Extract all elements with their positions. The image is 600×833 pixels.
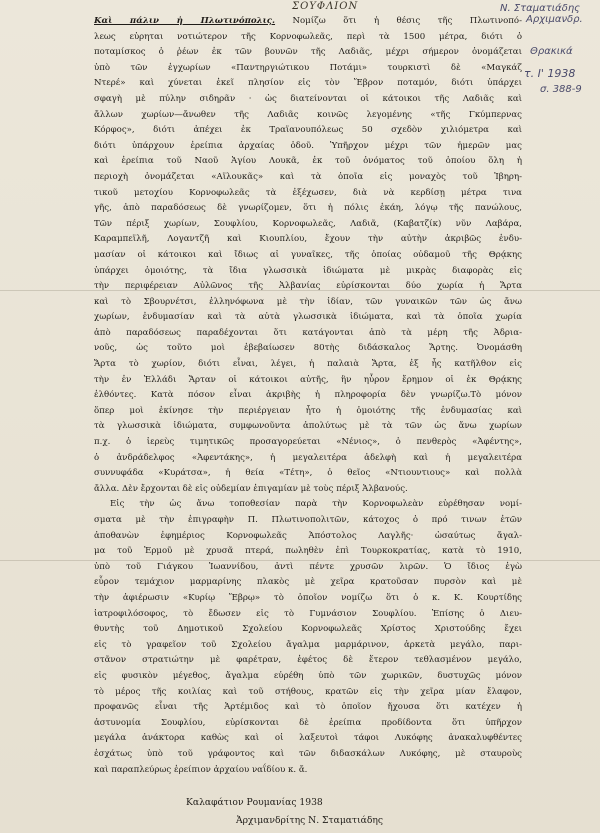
line-text: τὸ μέρος τῆς κοιλίας καὶ τοῦ στήθους, κρατῶν εἰς τὴν χεῖρα μίαν ἔλαφον,: [94, 686, 522, 697]
text-line: [94, 310, 522, 326]
text-line: [94, 607, 522, 623]
line-text: π.χ. ὁ ἱερεὺς τιμητικῶς προσαγορεύεται «Νένιος», ὁ πενθερὸς «Ἀφέντης»,: [94, 437, 522, 448]
text-line: [94, 622, 522, 638]
text-line: [94, 92, 522, 108]
line-text: εὗρον τεμάχιον μαρμαρίνης πλακὸς μὲ χεῖρα κρατοῦσαν πυρσὸν καὶ μὲ: [94, 577, 522, 588]
line-text: Τῶν πέριξ χωρίων, Σουφλίου, Κορνοφωλεᾶς, Λαδιᾶ, (Καβατζίκ) νῦν Λαβάρα,: [94, 218, 522, 229]
text-line: [94, 544, 522, 560]
line-text: ἀστυνομία Σουφλίου, εὑρίσκονται δὲ ἐρείπια προδίδοντα ὅτι ὑπῆρχον: [94, 717, 522, 728]
line-text: Ἄρτα τὸ χωρίον, διότι εἶναι, λέγει, ἡ παλαιὰ Ἄρτα, ἐξ ἧς κατῆλθον εἰς: [94, 359, 522, 370]
text-line: [94, 731, 522, 747]
line-text: ὑπάρχει ὁμοιότης, τὰ ἴδια γλωσσικὰ ἰδιώματα μὲ μικρὰς διαφορὰς εἰς: [94, 265, 522, 276]
text-line: [94, 232, 522, 248]
author-signature: Ἀρχιμανδρίτης Ν. Σταματιάδης: [236, 815, 384, 826]
line-text: θυντὴς τοῦ Δημοτικοῦ Σχολείου Κορνοφωλεᾶς Χρίστος Χριστούδης ἔχει: [94, 624, 522, 635]
line-text: καὶ τὸ Σβουρνέτσι, ἑλληνόφωνα μὲ τὴν ἰδίαν, τῶν γυναικῶν τῶν ὡς ἄνω: [94, 296, 522, 307]
text-line: [94, 186, 522, 202]
text-line: [94, 419, 522, 435]
handwritten-note: Αρχιμανδρ.: [526, 14, 583, 25]
text-line: [94, 326, 522, 342]
line-text: ποταμίσκος ὁ ῥέων ἐκ τῶν βουνῶν τῆς Λαδιᾶς, μέχρι σήμερον ὀνομάζεται: [94, 47, 522, 58]
text-line: [94, 529, 522, 545]
text-line: [94, 747, 522, 763]
line-text: ἄλλων χωρίων—ἄνωθεν τῆς Λαδιᾶς κοινῶς λεγομένης «τῆς Γκύμπερνας: [94, 109, 522, 120]
line-text: τικοῦ μετοχίου Κορνοφωλεᾶς τὰ ἐξέχωσεν, διὰ νὰ κερδίσῃ μέτρα τινα: [94, 187, 522, 198]
text-line: [94, 685, 522, 701]
line-text: γῆς, ἀπὸ παραδόσεως δὲ γνωρίζομεν, ὅτι ἡ πόλις ἐκάη, λόγῳ τῆς πανώλους,: [94, 203, 522, 214]
line-text: ὑπὸ τῶν ἐγχωρίων «Παντηργιώτικου Ποτάμι» τουρκιστὶ δὲ «Μαγκάζ: [94, 62, 522, 73]
text-line: [94, 700, 522, 716]
line-text: ἰατροφιλόσοφος, τὸ ἔδωσεν εἰς τὸ Γυμνάσιον Σουφλίου. Ἐπίσης ὁ Διευ-: [94, 608, 522, 619]
text-line: [94, 201, 522, 217]
text-line: [94, 466, 522, 482]
text-line: [94, 279, 522, 295]
line-text: ἀποθανὼν ἐφημέριος Κορνοφωλεᾶς Ἀπόστολος Λαγλῆς· ὡσαύτως ἄγαλ-: [94, 530, 522, 541]
text-line: [94, 716, 522, 732]
line-text: τὴν ἀφιέρωσιν «Κυρίῳ Ἕβρῳ» τὸ ὁποῖον νομίζω ὅτι ὁ κ. Κ. Κουρτίδης: [94, 592, 522, 603]
text-line: [94, 108, 522, 124]
line-text: ὅπερ μοὶ ἐκίνησε τὴν περιέργειαν ἦτο ἡ ὁμοιότης τῆς ἐνδυμασίας καὶ: [94, 405, 522, 416]
handwritten-note: Ν. Σταματιάδης: [500, 3, 581, 14]
text-line: [94, 373, 522, 389]
text-line: [94, 669, 522, 685]
line-text: ἐλθόντες. Κατὰ πόσον εἶναι ἀκριβὴς ἡ πληροφορία δὲν γνωρίζω.Τὸ μόνον: [94, 390, 522, 401]
line-text: τὰ γλωσσικὰ ἰδιώματα, συμφωνοῦντα ἀπολύτως μὲ τὰ τῶν ὡς ἄνω χωρίων: [94, 421, 522, 432]
text-line: [94, 404, 522, 420]
text-line: [94, 123, 522, 139]
text-line: [94, 30, 522, 46]
text-line: [94, 763, 522, 779]
line-text: μεγάλα ἀνάκτορα καθὼς καὶ οἱ λαξευτοὶ τάφοι Λυκόφης ἀνακαλυφθέντες: [94, 733, 522, 744]
line-text: εἰς φυσικὸν μέγεθος, ἄγαλμα εὑρέθη ὑπὸ τῶν χωρικῶν, δυστυχῶς μόνον: [94, 670, 522, 681]
handwritten-note: σ. 388-9: [540, 84, 582, 95]
text-line: [94, 61, 522, 77]
section-title: Καὶ πάλιν ἡ Πλωτινόπολις.: [94, 16, 276, 26]
text-line: [94, 591, 522, 607]
line-text: χωρίων, ἐνδυμασίαν καὶ τὰ αὐτὰ γλωσσικὰ ἰδιώματα, καὶ τὰ ὁποῖα χωρία: [94, 312, 522, 323]
line-text: εἰς τὸ γραφεῖον τοῦ Σχολείου ἄγαλμα μαρμάρινον, ἀρκετὰ μεγάλο, παρι-: [94, 639, 522, 650]
line-text: διότι ὑπάρχουν ἐρείπια ἀρχαίας ὁδοῦ. Ὑπῆρχον μέχρι τῶν ἡμερῶν μας: [94, 140, 522, 151]
line-text: σφαγὴ μὲ πύλην σιδηρᾶν · ὡς διατείνονται οἱ κάτοικοι τῆς Λαδιᾶς καὶ: [94, 93, 522, 104]
text-line: [94, 217, 522, 233]
text-line: [94, 451, 522, 467]
handwritten-note: Θρακικά: [530, 46, 573, 57]
text-line: [94, 357, 522, 373]
line-text: ἄλλα. Δὲν ἔρχονται δὲ εἰς οὐδεμίαν ἐπιγαμίαν μὲ τοὺς πέριξ Ἀλβανούς.: [94, 483, 408, 494]
line-text: καὶ παραπλεύρως ἐρείπιον ἀρχαίου ναΐδίου κ. ἄ.: [94, 764, 308, 775]
line-text: στᾶνον στρατιώτην μὲ φαρέτραν, ἐφέτος δὲ ἕτερον τεθλασμένον μεγάλο,: [94, 655, 522, 666]
text-line: [94, 482, 522, 498]
line-text: Καραμπεϊλῆ, Λογαντζῆ καὶ Κιουπλίου, ἔχουν τὴν αὐτὴν ἀκριβῶς ἐνδυ-: [94, 234, 522, 245]
text-line: [94, 45, 522, 61]
text-line: [94, 435, 522, 451]
line-text: Εἰς τὴν ὡς ἄνω τοποθεσίαν παρὰ τὴν Κορνοφωλεὰν εὑρέθησαν νομί-: [110, 499, 522, 510]
text-line: [94, 653, 522, 669]
line-text: ὁ ἀνδράδελφος «Ἀφεντάκης», ἡ μεγαλειτέρα ἀδελφὴ καὶ ἡ μεγαλειτέρα: [94, 452, 522, 463]
text-line: [94, 575, 522, 591]
text-line: [94, 638, 522, 654]
text-line: [94, 14, 522, 30]
line-text: ἀπὸ παραδόσεως παραδέχονται ὅτι κατάγονται ἀπὸ τὰ μέρη τῆς Ἀδρια-: [94, 327, 522, 338]
line-text: ὑπὸ τοῦ Γιάγκου Ἰωαννίδου, ἀντὶ πέντε χρυσῶν λιρῶν. Ὁ ἴδιος ἐγὼ: [94, 561, 522, 572]
line-text: καὶ ἐρείπια τοῦ Ναοῦ Ἁγίου Λουκᾶ, ἐκ τοῦ ὀνόματος τοῦ ὁποίου ὅλη ἡ: [94, 156, 522, 167]
line-text: Κόρφος», διότι ἀπέχει ἐκ Τραϊανουπόλεως 50 σχεδὸν χιλιόμετρα καὶ: [94, 125, 522, 136]
text-line: [94, 76, 522, 92]
line-text: μα τοῦ Ἑρμοῦ μὲ χρυσᾶ πτερά, πωληθὲν ἐπὶ Τουρκοκρατίας, κατὰ τὸ 1910,: [94, 546, 522, 557]
text-line: [94, 513, 522, 529]
text-line: [94, 154, 522, 170]
text-line: [94, 388, 522, 404]
line-text: νοῦς, ὡς τοῦτο μοὶ ἐβεβαίωσεν 80τὴς διδάσκαλος Ἄρτης. Ὀνομάσθη: [94, 343, 522, 354]
text-line: [94, 139, 522, 155]
text-line: [94, 248, 522, 264]
line-text: περιοχὴ ὀνομάζεται «Αϊλουκᾶς» καὶ τὰ ὁποῖα εἰς μοναχὸς τοῦ Ἰβηρη-: [94, 171, 522, 182]
line-text: προφανῶς εἶναι τῆς Ἀρτέμιδος καὶ τὸ ὁποῖον ἤχουσα ὅτι κατέχεν ἡ: [94, 702, 522, 713]
handwritten-note: τ. Ι' 1938: [524, 67, 576, 80]
line-text: Ντερέ» καὶ χύνεται ἐκεῖ πλησίον εἰς τὸν Ἕβρον ποταμόν, διότι ὑπάρχει: [94, 78, 522, 89]
text-line: [94, 170, 522, 186]
text-line: [94, 560, 522, 576]
text-line: [94, 264, 522, 280]
place-date: Καλαφάτιον Ρουμανίας 1938: [186, 797, 323, 808]
line-text: μασίαν οἱ κάτοικοι καὶ ἴδιως αἱ γυναῖκες, τῆς ὁποίας οὐδαμοῦ τῆς Θρᾴκης: [94, 249, 522, 260]
text-line: [94, 295, 522, 311]
text-line: [94, 341, 522, 357]
line-text: ἐσχάτως ὑπὸ τοῦ γράφοντος καὶ τῶν διδασκάλων Λυκόφης, μὲ σταυροὺς: [94, 748, 522, 759]
article-body: [94, 14, 522, 778]
line-text: λεως εὑρηται νοτιώτερον τῆς Κορνοφωλεᾶς, περὶ τὰ 1500 μέτρα, διότι ὁ: [94, 31, 522, 42]
text-line: [94, 497, 522, 513]
document-heading: ΣΟΥΦΛΙΟΝ: [292, 1, 359, 12]
line-text: συννυφάδα «Κυράτσα», ἡ θεία «Τέτη», ὁ θεῖος «Ντιουντιους» καὶ πολλὰ: [94, 468, 522, 479]
line-text: τὴν ἐν Ἑλλάδι Ἄρταν οἱ κάτοικοι αὐτῆς, ἣν ηὗρον ἔρημον οἱ ἐκ Θρᾴκης: [94, 374, 522, 385]
line-text: Νομίζω ὅτι ἡ θέσις τῆς Πλωτινοπό-: [275, 16, 522, 26]
line-text: σματα μὲ τὴν ἐπιγραφὴν Π. Πλωτινοπολιτῶν, κάτοχος ὁ πρό τινων ἐτῶν: [94, 515, 522, 525]
line-text: τὴν περιφέρειαν Αὐλῶνος τῆς Ἀλβανίας εὑρίσκονται δύο χωρία ἡ Ἄρτα: [94, 281, 522, 292]
